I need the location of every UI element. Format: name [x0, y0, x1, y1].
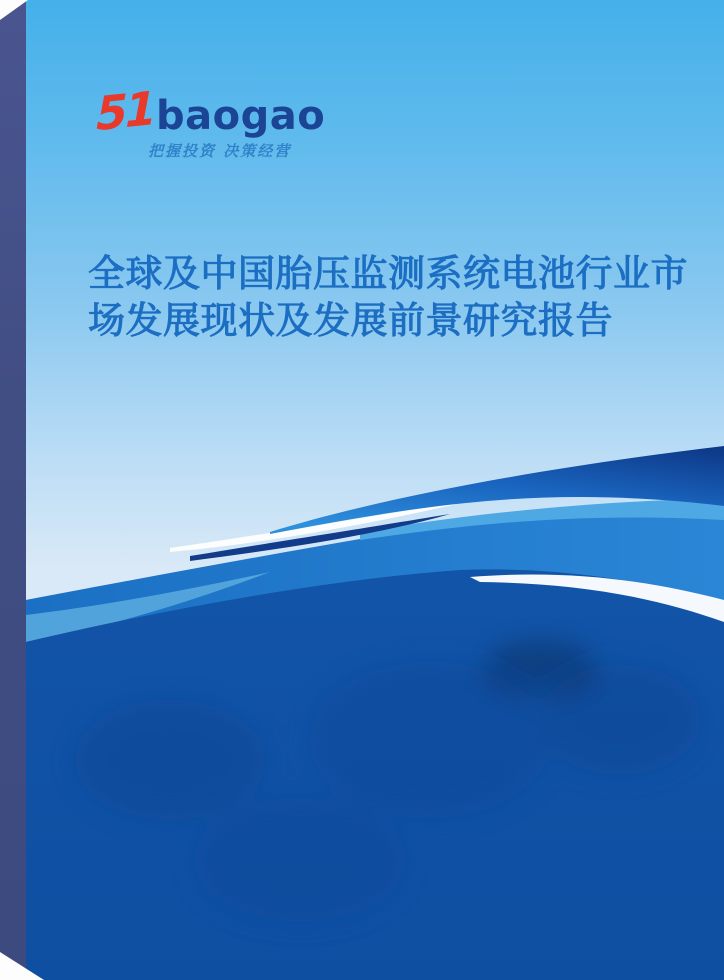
- report-title-line2: 场发展现状及发展前景研究报告: [88, 299, 613, 342]
- logo: [96, 80, 326, 161]
- logo-51-mark-icon: 51: [96, 80, 154, 142]
- logo-wordmark: baogao: [156, 93, 326, 139]
- logo-wordmark-row: [96, 80, 326, 142]
- report-title: [88, 250, 688, 344]
- report-title-line1: 全球及中国胎压监测系统电池行业市: [88, 252, 688, 295]
- logo-tagline: 把握投资 决策经营: [148, 142, 292, 160]
- left-edge-spine: [0, 0, 26, 980]
- wave-decoration: [0, 420, 724, 980]
